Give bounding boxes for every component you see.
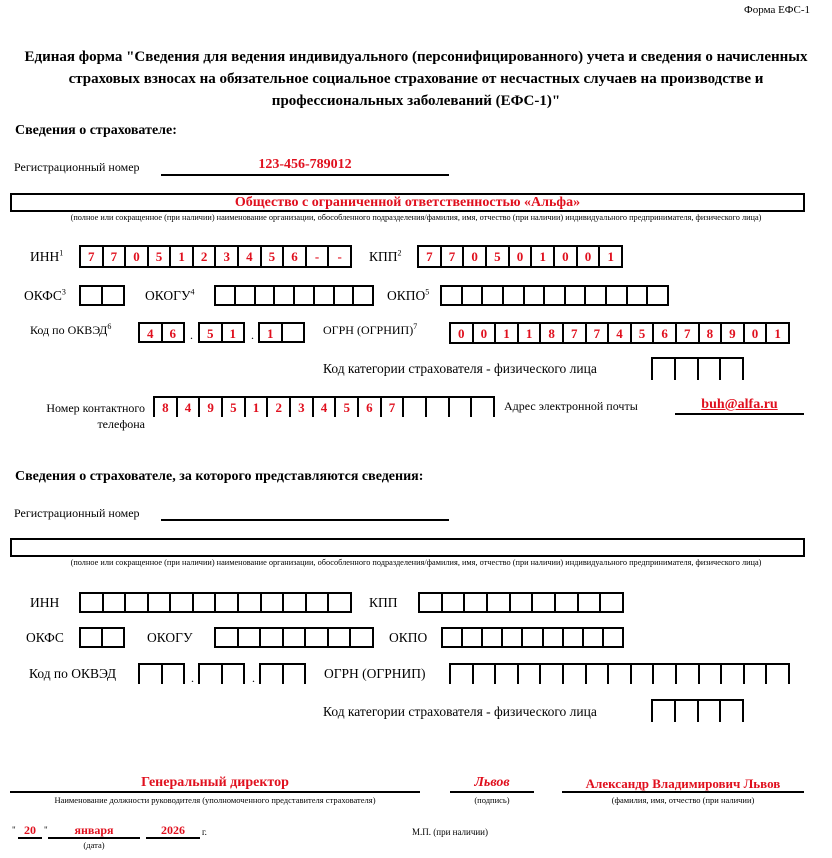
digit-cell[interactable]: [451, 665, 474, 684]
signature-field[interactable]: Львов: [474, 775, 510, 790]
digit-cell[interactable]: 6: [169, 326, 176, 341]
digit-cell[interactable]: [503, 629, 523, 646]
email-field[interactable]: buh@alfa.ru: [701, 397, 778, 412]
digit-cell[interactable]: 7: [564, 324, 587, 342]
digit-cell[interactable]: [767, 665, 788, 684]
page-title: Единая форма "Сведения для ведения индивидуального (персонифицированного) учета и сведения о начисленных страховых взносах на обязательное социальное страхование от несчастных случаев на производстве и профессиональных заболеваний (ЕФС-1)": [24, 49, 808, 109]
phone-cells[interactable]: [153, 396, 495, 417]
okpo-label: ОКПО$^5$: [387, 287, 430, 303]
reg-number-underline: [161, 174, 449, 176]
digit-cell[interactable]: 9: [722, 324, 745, 342]
digit-cell[interactable]: [295, 287, 315, 304]
represented-okved-group-3[interactable]: [259, 663, 306, 684]
signature-hint: (подпись): [474, 795, 510, 805]
date-month-field[interactable]: января: [74, 823, 114, 837]
represented-okfs-cells[interactable]: [79, 627, 125, 648]
okved-label: Код по ОКВЭД$^6$: [30, 322, 112, 337]
digit-cell[interactable]: [450, 398, 473, 417]
digit-cell[interactable]: [541, 665, 564, 684]
digit-cell[interactable]: 5: [200, 324, 223, 341]
digit-cell[interactable]: 0: [126, 247, 149, 266]
digit-cell[interactable]: 4: [314, 398, 337, 417]
org-name-field[interactable]: Общество с ограниченной ответственностью «Альфа»: [10, 193, 805, 212]
digit-cell[interactable]: [81, 629, 103, 646]
digit-cell[interactable]: [483, 287, 504, 304]
represented-kpp-cells[interactable]: [418, 592, 624, 613]
email-underline: [675, 413, 804, 415]
date-year-field[interactable]: 2026: [161, 823, 185, 837]
digit-cell[interactable]: [329, 594, 350, 611]
digit-cell[interactable]: 4: [609, 324, 632, 342]
digit-cell[interactable]: [443, 594, 466, 611]
date-year-underline: [146, 837, 200, 839]
represented-okpo-cells[interactable]: [441, 627, 624, 648]
phone-label: Номер контактного телефона: [46, 401, 145, 431]
digit-cell[interactable]: [722, 665, 745, 684]
digit-cell[interactable]: 1: [229, 326, 236, 341]
digit-cell[interactable]: [284, 665, 305, 684]
okogu-cells[interactable]: [214, 285, 374, 306]
digit-cell[interactable]: [584, 629, 604, 646]
digit-cell[interactable]: [525, 287, 546, 304]
digit-cell[interactable]: [442, 287, 463, 304]
digit-cell[interactable]: [607, 287, 628, 304]
digit-cell[interactable]: [628, 287, 649, 304]
digit-cell[interactable]: [103, 629, 123, 646]
kpp-label: КПП$^2$: [369, 248, 402, 264]
date-hint: (дата): [83, 840, 105, 850]
digit-cell[interactable]: [721, 701, 742, 722]
digit-cell[interactable]: [474, 665, 497, 684]
date-year-suffix: г.: [202, 827, 207, 837]
digit-cell[interactable]: 5: [336, 398, 359, 417]
date-day-underline: [18, 837, 42, 839]
represented-category-label: Код категории страхователя - физического лица: [323, 704, 597, 719]
digit-cell[interactable]: [216, 287, 236, 304]
represented-category-cells[interactable]: [651, 699, 744, 722]
digit-cell[interactable]: [648, 287, 667, 304]
digit-cell[interactable]: [307, 594, 330, 611]
digit-cell[interactable]: [654, 665, 677, 684]
date-day-field[interactable]: 20: [24, 823, 36, 837]
okved-separator: .: [191, 671, 194, 685]
digit-cell[interactable]: 5: [262, 247, 285, 266]
org-name-hint: (полное или сокращенное (при наличии) наименование организации, обособленного подразделения/фамилия, имя, отчество (при наличии) индивидуального предпринимателя, физического лица): [70, 213, 762, 222]
digit-cell[interactable]: 5: [223, 398, 246, 417]
inn-cells[interactable]: [79, 245, 352, 268]
okved-group-3[interactable]: [258, 322, 305, 343]
represented-inn-label: ИНН: [30, 595, 60, 610]
digit-cell[interactable]: [335, 287, 355, 304]
digit-cell[interactable]: [504, 287, 525, 304]
represented-okogu-cells[interactable]: [214, 627, 374, 648]
stamp-label: М.П. (при наличии): [412, 827, 488, 837]
date-month-underline: [48, 837, 140, 839]
digit-cell[interactable]: [586, 287, 607, 304]
section-title-insurer: Сведения о страхователе:: [15, 123, 177, 138]
digit-cell[interactable]: [601, 594, 622, 611]
digit-cell[interactable]: [404, 398, 427, 417]
digit-cell[interactable]: [275, 287, 295, 304]
digit-cell[interactable]: [604, 629, 622, 646]
represented-inn-cells[interactable]: [79, 592, 352, 613]
digit-cell[interactable]: [545, 287, 566, 304]
digit-cell[interactable]: 0: [555, 247, 578, 266]
digit-cell[interactable]: 8: [541, 324, 564, 342]
digit-cell[interactable]: 5: [487, 247, 510, 266]
digit-cell[interactable]: 7: [81, 247, 104, 266]
digit-cell[interactable]: 4: [239, 247, 262, 266]
digit-cell[interactable]: [239, 594, 262, 611]
digit-cell[interactable]: [523, 629, 543, 646]
digit-cell[interactable]: [354, 287, 372, 304]
digit-cell[interactable]: [261, 665, 284, 684]
digit-cell[interactable]: 8: [155, 398, 178, 417]
date-quote-open: ": [12, 825, 16, 835]
digit-cell[interactable]: 1: [171, 247, 194, 266]
digit-cell[interactable]: [126, 594, 149, 611]
represented-okogu-label: ОКОГУ: [147, 630, 193, 645]
digit-cell[interactable]: 4: [178, 398, 201, 417]
kpp-cells[interactable]: [417, 245, 623, 268]
digit-cell[interactable]: [653, 701, 676, 722]
digit-cell[interactable]: [216, 629, 239, 646]
represented-okpo-label: ОКПО: [389, 630, 428, 645]
digit-cell[interactable]: 2: [268, 398, 291, 417]
digit-cell[interactable]: [463, 629, 483, 646]
digit-cell[interactable]: [677, 665, 700, 684]
digit-cell[interactable]: [427, 398, 450, 417]
digit-cell[interactable]: 0: [578, 247, 601, 266]
digit-cell[interactable]: [315, 287, 335, 304]
digit-cell[interactable]: 6: [284, 247, 307, 266]
digit-cell[interactable]: [519, 665, 542, 684]
digit-cell[interactable]: [284, 629, 307, 646]
okved-separator: .: [190, 328, 193, 342]
ogrn-label: ОГРН (ОГРНИП)$^7$: [323, 322, 418, 337]
digit-cell[interactable]: [262, 594, 285, 611]
digit-cell[interactable]: [632, 665, 655, 684]
digit-cell[interactable]: [488, 594, 511, 611]
okved-group-2[interactable]: [198, 322, 245, 343]
okved-separator: .: [251, 328, 254, 342]
represented-kpp-label: КПП: [369, 595, 398, 610]
digit-cell[interactable]: 1: [496, 324, 519, 342]
digit-cell[interactable]: 7: [104, 247, 127, 266]
digit-cell[interactable]: -: [307, 247, 330, 266]
digit-cell[interactable]: 0: [745, 324, 768, 342]
email-label: Адрес электронной почты: [504, 399, 638, 413]
represented-org-name-hint: (полное или сокращенное (при наличии) наименование организации, обособленного подразделения/фамилия, имя, отчество (при наличии) индивидуального предпринимателя, физического лица): [70, 558, 762, 567]
digit-cell[interactable]: [351, 629, 372, 646]
digit-cell[interactable]: [496, 665, 519, 684]
digit-cell[interactable]: -: [337, 249, 342, 264]
digit-cell[interactable]: [103, 287, 123, 304]
digit-cell[interactable]: [579, 594, 602, 611]
digit-cell[interactable]: [564, 665, 587, 684]
represented-okved-group-1[interactable]: [138, 663, 185, 684]
digit-cell[interactable]: [511, 594, 534, 611]
fio-field[interactable]: Александр Владимирович Львов: [585, 776, 781, 791]
represented-ogrn-label: ОГРН (ОГРНИП): [324, 666, 426, 681]
represented-reg-number-field[interactable]: [161, 519, 449, 521]
digit-cell[interactable]: [556, 594, 579, 611]
digit-cell[interactable]: 0: [510, 247, 533, 266]
represented-reg-number-label: Регистрационный номер: [14, 506, 140, 520]
ogrn-cells[interactable]: [449, 322, 790, 344]
digit-cell[interactable]: [194, 594, 217, 611]
digit-cell[interactable]: 7: [382, 398, 405, 417]
digit-cell[interactable]: [676, 359, 699, 380]
fio-hint: (фамилия, имя, отчество (при наличии): [611, 795, 755, 805]
digit-cell[interactable]: 0: [464, 247, 487, 266]
reg-number-field[interactable]: 123-456-789012: [258, 157, 352, 172]
digit-cell[interactable]: 7: [677, 324, 700, 342]
represented-okfs-label: ОКФС: [26, 630, 64, 645]
okved-separator: .: [252, 671, 255, 685]
digit-cell[interactable]: 7: [587, 324, 610, 342]
digit-cell[interactable]: 1: [607, 249, 614, 264]
digit-cell[interactable]: [284, 594, 307, 611]
position-field[interactable]: Генеральный директор: [141, 775, 289, 790]
digit-cell[interactable]: [223, 665, 244, 684]
date-quote-close: ": [44, 825, 48, 835]
digit-cell[interactable]: [329, 629, 352, 646]
category-label: Код категории страхователя - физического лица: [323, 361, 597, 376]
digit-cell[interactable]: [200, 665, 223, 684]
represented-okved-group-2[interactable]: [198, 663, 245, 684]
category-cells[interactable]: [651, 357, 744, 380]
signature-underline: [450, 791, 534, 793]
digit-cell[interactable]: 1: [519, 324, 542, 342]
digit-cell[interactable]: 7: [442, 247, 465, 266]
represented-okved-label: Код по ОКВЭД: [29, 666, 117, 681]
digit-cell[interactable]: 9: [200, 398, 223, 417]
digit-cell[interactable]: [465, 594, 488, 611]
digit-cell[interactable]: [564, 629, 584, 646]
digit-cell[interactable]: 7: [419, 247, 442, 266]
okogu-label: ОКОГУ$^4$: [145, 287, 195, 303]
digit-cell[interactable]: [653, 359, 676, 380]
digit-cell[interactable]: [149, 594, 172, 611]
digit-cell[interactable]: [420, 594, 443, 611]
digit-cell[interactable]: 2: [194, 247, 217, 266]
digit-cell[interactable]: [81, 594, 104, 611]
inn-label: ИНН$^1$: [30, 248, 64, 264]
digit-cell[interactable]: [566, 287, 587, 304]
okfs-label: ОКФС$^3$: [24, 287, 66, 303]
position-underline: [10, 791, 420, 793]
digit-cell[interactable]: 6: [654, 324, 677, 342]
okfs-cells[interactable]: [79, 285, 125, 306]
digit-cell[interactable]: [239, 629, 262, 646]
digit-cell[interactable]: [700, 665, 723, 684]
digit-cell[interactable]: [283, 324, 304, 341]
form-code: Форма ЕФС-1: [744, 4, 810, 16]
digit-cell[interactable]: [306, 629, 329, 646]
digit-cell[interactable]: 5: [632, 324, 655, 342]
digit-cell[interactable]: 4: [140, 324, 163, 341]
digit-cell[interactable]: [463, 287, 484, 304]
digit-cell[interactable]: [587, 665, 610, 684]
digit-cell[interactable]: [163, 665, 184, 684]
digit-cell[interactable]: [216, 594, 239, 611]
digit-cell[interactable]: [676, 701, 699, 722]
digit-cell[interactable]: [745, 665, 768, 684]
position-hint: Наименование должности руководителя (уполномоченного представителя страхователя): [54, 795, 376, 805]
digit-cell[interactable]: [699, 359, 722, 380]
digit-cell[interactable]: [236, 287, 256, 304]
digit-cell[interactable]: [443, 629, 463, 646]
digit-cell[interactable]: [104, 594, 127, 611]
represented-ogrn-cells[interactable]: [449, 663, 790, 684]
digit-cell[interactable]: 1: [260, 324, 283, 341]
okved-group-1[interactable]: [138, 322, 185, 343]
represented-org-name-field[interactable]: [10, 538, 805, 557]
digit-cell[interactable]: [140, 665, 163, 684]
digit-cell[interactable]: 6: [359, 398, 382, 417]
digit-cell[interactable]: [533, 594, 556, 611]
digit-cell[interactable]: 1: [774, 326, 781, 341]
fio-underline: [562, 791, 804, 793]
digit-cell[interactable]: 8: [700, 324, 723, 342]
digit-cell[interactable]: [544, 629, 564, 646]
section-title-represented: Сведения о страхователе, за которого представляются сведения:: [15, 469, 424, 484]
digit-cell[interactable]: [483, 629, 503, 646]
digit-cell[interactable]: 1: [246, 398, 269, 417]
digit-cell[interactable]: [472, 398, 493, 417]
digit-cell[interactable]: [721, 359, 742, 380]
reg-number-label: Регистрационный номер: [14, 160, 140, 174]
digit-cell[interactable]: 3: [291, 398, 314, 417]
digit-cell[interactable]: 3: [216, 247, 239, 266]
digit-cell[interactable]: [256, 287, 276, 304]
digit-cell[interactable]: 0: [474, 324, 497, 342]
digit-cell[interactable]: [171, 594, 194, 611]
digit-cell[interactable]: 1: [532, 247, 555, 266]
digit-cell[interactable]: [261, 629, 284, 646]
digit-cell[interactable]: [81, 287, 103, 304]
digit-cell[interactable]: 5: [149, 247, 172, 266]
digit-cell[interactable]: 0: [451, 324, 474, 342]
okpo-cells[interactable]: [440, 285, 669, 306]
digit-cell[interactable]: [609, 665, 632, 684]
digit-cell[interactable]: [699, 701, 722, 722]
